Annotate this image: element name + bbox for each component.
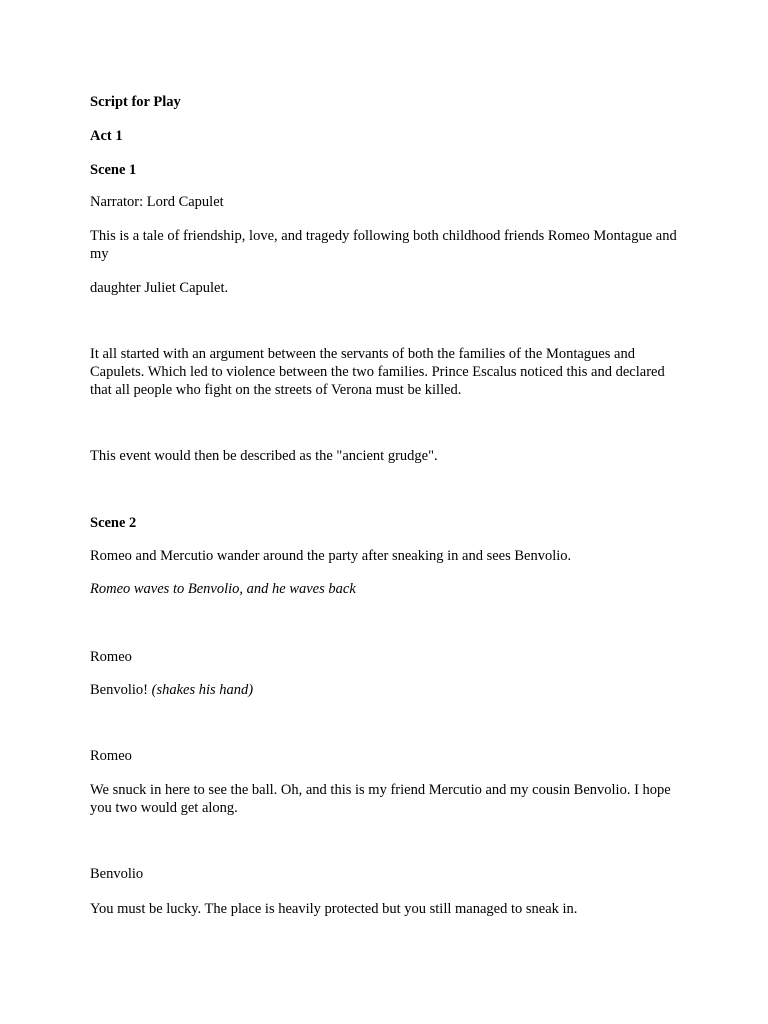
- narrator-line: Narrator: Lord Capulet: [90, 194, 224, 210]
- dialogue-line-3: You must be lucky. The place is heavily protected but you still managed to sneak in.: [90, 901, 578, 917]
- scene-1-heading: Scene 1: [90, 162, 137, 178]
- dialogue-line-2: We snuck in here to see the ball. Oh, and this is my friend Mercutio and my cousin Benvolio. I hope you two would get along.: [90, 782, 671, 816]
- argument-paragraph: It all started with an argument between the servants of both the families of the Montagues and Capulets. Which led to violence between the two families. Prince Escalus noticed this and declared that all people who fight on the streets of Verona must be killed.: [90, 346, 665, 398]
- dialogue-line-1: [90, 681, 680, 699]
- scene-2-heading: Scene 2: [90, 515, 137, 531]
- speaker-benvolio: Benvolio: [90, 866, 144, 882]
- stage-direction: Romeo waves to Benvolio, and he waves back: [90, 581, 356, 597]
- speaker-romeo-2: Romeo: [90, 748, 132, 764]
- document-title: Script for Play: [90, 94, 181, 110]
- intro-paragraph-line-1: This is a tale of friendship, love, and tragedy following both childhood friends Romeo Montague and my: [90, 228, 677, 262]
- intro-paragraph-line-2: daughter Juliet Capulet.: [90, 280, 229, 296]
- ancient-grudge-paragraph: This event would then be described as the "ancient grudge".: [90, 448, 438, 464]
- speaker-romeo-1: Romeo: [90, 649, 132, 665]
- act-heading: Act 1: [90, 128, 123, 144]
- dialogue-line-1-direction: (shakes his hand): [151, 682, 254, 698]
- dialogue-line-1-text: Benvolio!: [90, 682, 148, 698]
- scene-2-description: Romeo and Mercutio wander around the party after sneaking in and sees Benvolio.: [90, 548, 572, 564]
